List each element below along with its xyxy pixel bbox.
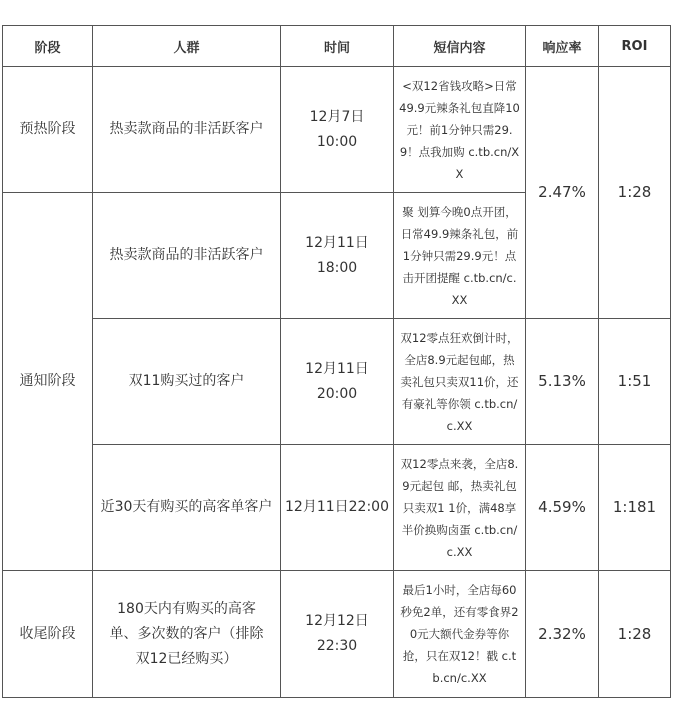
time-cell: 12月11日22:00 [281,445,394,571]
roi-cell: 1:28 [599,67,671,319]
sms-cell: 最后1小时，全店每60秒免2单，还有零食界20元大额代金券等你抢，只在双12！戳 c.tb.cn/c.XX [394,571,526,698]
sms-campaign-table [2,25,671,698]
response-cell: 4.59% [526,445,599,571]
response-cell: 2.47% [526,67,599,319]
time-cell [281,193,394,319]
time-clock: 18:00 [316,259,358,276]
table-row [3,319,671,445]
header-time: 时间 [281,26,394,67]
header-sms: 短信内容 [394,26,526,67]
header-roi: ROI [599,26,671,67]
audience-cell: 热卖款商品的非活跃客户 [93,67,281,193]
roi-cell: 1:28 [599,571,671,698]
time-date: 12月7日 [309,108,365,125]
time-cell [281,571,394,698]
time-cell [281,67,394,193]
time-cell [281,319,394,445]
sms-cell: 双12零点来袭，全店8.9元起包 邮，热卖礼包只卖双1 1价，满48享半价换购卤蛋 c.tb.cn/c.XX [394,445,526,571]
time-date: 12月12日 [305,613,369,629]
sms-cell: 双12零点狂欢倒计时，全店8.9元起包邮，热卖礼包只卖双11价，还有豪礼等你领 c.tb.cn/c.XX [394,319,526,445]
audience-cell: 近30天有购买的高客单客户 [93,445,281,571]
table-row [3,445,671,571]
response-cell: 2.32% [526,571,599,698]
table-row [3,67,671,193]
time-clock: 20:00 [316,385,358,402]
header-stage: 阶段 [3,26,93,67]
table-header-row [3,26,671,67]
roi-cell: 1:51 [599,319,671,445]
time-clock: 22:30 [316,638,358,654]
sms-cell: 聚 划算今晚0点开团，日常49.9辣条礼包，前1分钟只需29.9元！点击开团提醒 c.tb.cn/c.XX [394,193,526,319]
time-date: 12月11日 [305,234,369,251]
audience-cell: 180天内有购买的高客单、多次数的客户（排除双12已经购买） [93,571,281,698]
table-row [3,571,671,698]
audience-cell: 双11购买过的客户 [93,319,281,445]
roi-cell: 1:181 [599,445,671,571]
header-response: 响应率 [526,26,599,67]
time-date: 12月11日 [305,360,369,377]
sms-cell: <双12省钱攻略>日常49.9元辣条礼包直降10元！前1分钟只需29.9！点我加购 c.tb.cn/XX [394,67,526,193]
header-audience: 人群 [93,26,281,67]
time-clock: 10:00 [316,133,358,150]
response-cell: 5.13% [526,319,599,445]
stage-cell: 通知阶段 [3,193,93,571]
stage-cell: 预热阶段 [3,67,93,193]
audience-cell: 热卖款商品的非活跃客户 [93,193,281,319]
stage-cell: 收尾阶段 [3,571,93,698]
